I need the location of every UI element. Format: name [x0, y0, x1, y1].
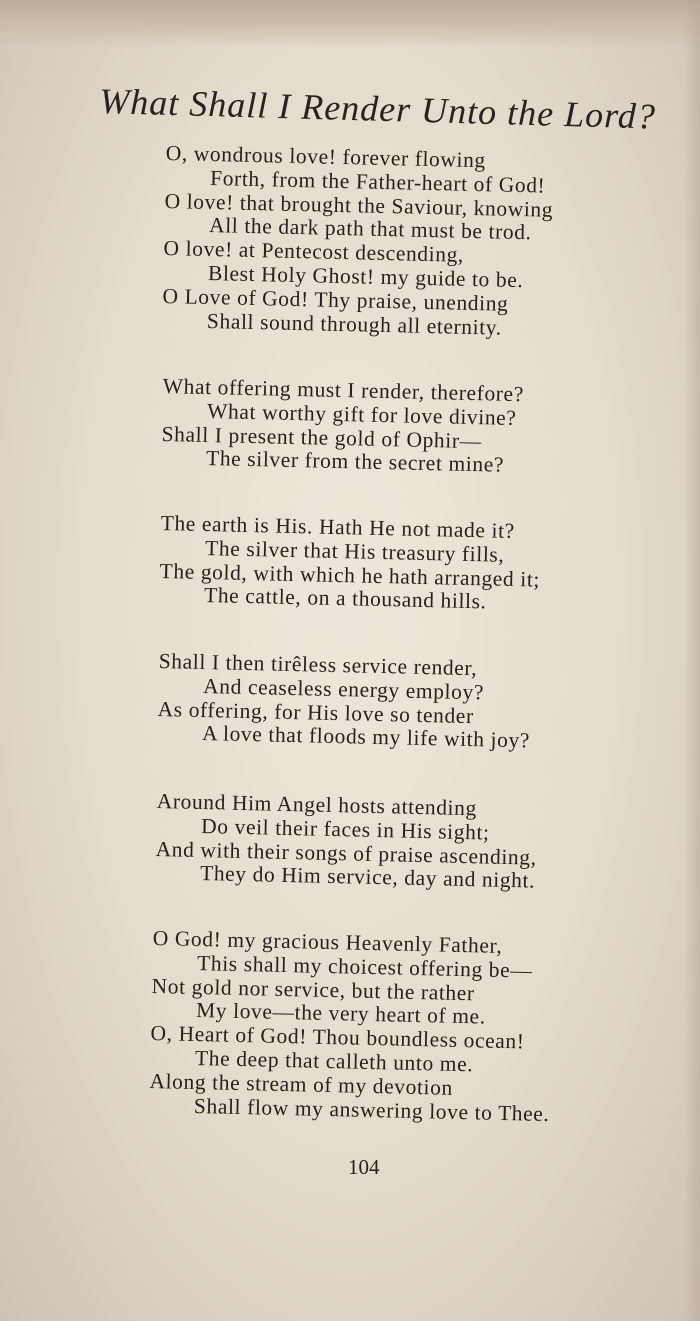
poem-line: Along the stream of my devotion [149, 1068, 454, 1100]
poem-line: Do veil their faces in His sight; [200, 813, 490, 845]
poem-line: O love! that brought the Saviour, knowing [164, 188, 554, 222]
poem-line: Not gold nor service, but the rather [151, 973, 475, 1005]
poem-line: They do Him service, day and night. [199, 861, 536, 893]
stanza-4 [157, 650, 532, 754]
poem-line: A love that floods my life with joy? [201, 721, 531, 753]
stanza-6 [149, 927, 554, 1126]
poem-line: O love! at Pentecost descending, [163, 236, 465, 267]
poem-line: Shall sound through all eternity. [206, 308, 503, 340]
poem-line: What offering must I render, therefore? [162, 374, 525, 407]
poem-line: What worthy gift for love divine? [206, 398, 517, 430]
poem-line: All the dark path that must be trod. [208, 213, 532, 245]
stanza-3 [159, 512, 542, 616]
poem-line: Shall I present the gold of Ophir— [161, 421, 483, 453]
poem-line: This shall my choicest offering be— [196, 950, 533, 983]
stanza-2 [161, 375, 524, 478]
stanza-1 [162, 142, 555, 341]
poem-line: Shall flow my answering love to Thee. [193, 1093, 550, 1126]
poem-line: O Love of God! Thy praise, unending [162, 283, 509, 316]
poem-line: The deep that calleth unto me. [194, 1045, 474, 1077]
poem-line: The cattle, on a thousand hills. [203, 583, 487, 614]
poem-line: Shall I then tirêless service render, [158, 649, 478, 681]
poem-line: Forth, from the Father-heart of God! [209, 165, 546, 198]
poem-line: The gold, with which he hath arranged it; [159, 558, 541, 592]
stanza-5 [155, 790, 538, 894]
poem-line: The silver that His treasury fills, [204, 535, 505, 567]
poem-line: O, Heart of God! Thou boundless ocean! [150, 1021, 525, 1054]
poem-line: And with their songs of praise ascending, [155, 836, 537, 870]
poem-line: O God! my gracious Heavenly Father, [152, 926, 503, 958]
poem-line: O, wondrous love! forever flowing [165, 141, 487, 173]
poem-line: As offering, for His love so tender [157, 696, 475, 728]
poem-title: What Shall I Render Unto the Lord? [98, 80, 657, 137]
poem-line: And ceaseless energy employ? [202, 673, 485, 705]
poem-line: The silver from the secret mine? [205, 446, 505, 478]
page-number: 104 [348, 1155, 380, 1179]
poem-line: My love—the very heart of me. [195, 998, 486, 1029]
poem-line: Around Him Angel hosts attending [156, 789, 478, 821]
poem-line: The earth is His. Hath He not made it? [160, 511, 516, 544]
poem-line: Blest Holy Ghost! my guide to be. [207, 260, 524, 293]
